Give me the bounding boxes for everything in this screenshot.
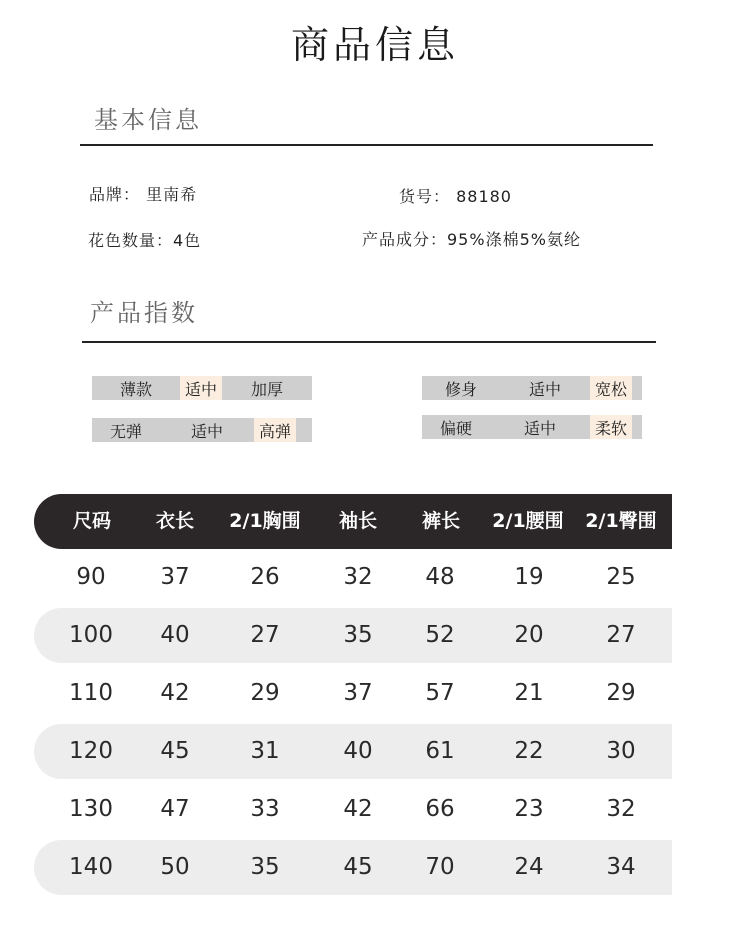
- table-cell: 35: [343, 622, 373, 648]
- product-index-divider: [82, 341, 656, 343]
- table-cell: 57: [425, 680, 455, 706]
- scale-option-selected: 高弹: [254, 418, 296, 442]
- column-header: 2/1胸围: [229, 510, 301, 532]
- softness-scale: [422, 415, 642, 439]
- table-cell: 70: [425, 854, 455, 880]
- table-cell: 27: [250, 622, 280, 648]
- elasticity-scale: [92, 418, 312, 442]
- scale-option: 无弹: [109, 421, 142, 441]
- table-cell: 37: [160, 564, 190, 590]
- item-number-text: 货号： 88180: [399, 187, 512, 206]
- table-cell: 45: [343, 854, 373, 880]
- column-header: 2/1腰围: [492, 510, 564, 532]
- column-header: 裤长: [421, 510, 460, 532]
- scale-option: 适中: [190, 421, 223, 441]
- scale-option: 适中: [528, 379, 561, 399]
- table-cell: 26: [250, 564, 280, 590]
- basic-info-heading: 基本信息: [94, 106, 202, 134]
- table-cell: 37: [343, 680, 373, 706]
- scale-option: 薄款: [119, 379, 152, 399]
- thickness-scale: [92, 376, 312, 400]
- table-cell: 61: [425, 738, 455, 764]
- scale-option: 适中: [523, 418, 556, 438]
- table-cell: 32: [343, 564, 373, 590]
- table-cell: 140: [69, 854, 113, 880]
- table-cell: 48: [425, 564, 455, 590]
- column-header: 2/1臀围: [585, 510, 657, 532]
- table-cell: 32: [606, 796, 636, 822]
- table-cell: 40: [343, 738, 373, 764]
- scale-option: 加厚: [250, 379, 283, 399]
- table-cell: 20: [514, 622, 544, 648]
- table-cell: 27: [606, 622, 636, 648]
- table-cell: 42: [160, 680, 190, 706]
- scale-option: 修身: [444, 379, 477, 399]
- table-cell: 25: [606, 564, 636, 590]
- table-cell: 120: [69, 738, 113, 764]
- table-cell: 35: [250, 854, 280, 880]
- color-count-text: 花色数量：4色: [88, 231, 202, 250]
- basic-info-divider: [80, 144, 653, 146]
- table-cell: 42: [343, 796, 373, 822]
- table-cell: 90: [76, 564, 106, 590]
- table-cell: 30: [606, 738, 636, 764]
- fit-scale: [422, 376, 642, 400]
- brand-text: 品牌： 里南希: [89, 185, 198, 204]
- table-cell: 31: [250, 738, 280, 764]
- table-cell: 50: [160, 854, 190, 880]
- table-cell: 52: [425, 622, 455, 648]
- column-header: 尺码: [72, 510, 111, 532]
- column-header: 袖长: [338, 510, 377, 532]
- material-text: 产品成分：95%涤棉5%氨纶: [362, 230, 581, 249]
- scale-option-selected: 柔软: [590, 415, 632, 439]
- scale-option-selected: 适中: [180, 376, 222, 400]
- table-cell: 22: [514, 738, 544, 764]
- table-cell: 100: [69, 622, 113, 648]
- scale-option-selected: 宽松: [590, 376, 632, 400]
- table-cell: 45: [160, 738, 190, 764]
- table-cell: 40: [160, 622, 190, 648]
- table-cell: 19: [514, 564, 544, 590]
- table-cell: 33: [250, 796, 280, 822]
- table-cell: 110: [69, 680, 113, 706]
- table-cell: 34: [606, 854, 636, 880]
- table-cell: 24: [514, 854, 544, 880]
- table-cell: 29: [250, 680, 280, 706]
- table-cell: 23: [514, 796, 544, 822]
- table-cell: 21: [514, 680, 544, 706]
- table-cell: 130: [69, 796, 113, 822]
- table-cell: 29: [606, 680, 636, 706]
- scale-option: 偏硬: [439, 418, 472, 438]
- table-cell: 47: [160, 796, 190, 822]
- product-index-heading: 产品指数: [90, 299, 198, 327]
- column-header: 衣长: [155, 510, 194, 532]
- page-title: 商品信息: [290, 23, 459, 67]
- table-cell: 66: [425, 796, 455, 822]
